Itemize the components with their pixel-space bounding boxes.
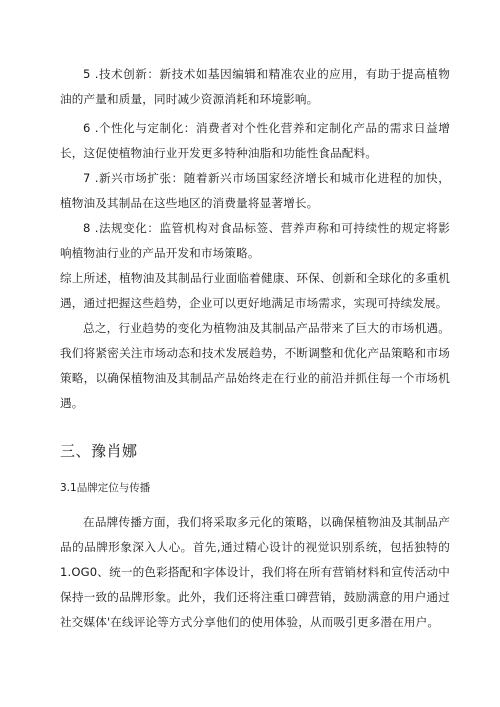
summary-paragraph: 综上所述，植物油及其制品行业面临着健康、环保、创新和全球化的多重机遇，通过把握这些趋势，企业可以更好地满足市场需求，实现可持续发展。 [60,271,450,310]
list-item-5: 5 .技术创新：新技术如基因编辑和精准农业的应用，有助于提高植物油的产量和质量，同时减少资源消耗和环境影响。 [60,67,450,106]
subsection-heading: 3.1品牌定位与传播 [60,482,151,494]
body-paragraph: 在品牌传播方面，我们将采取多元化的策略，以确保植物油及其制品产品的品牌形象深入人心。首先,通过精心设计的视觉识别系统，包括独特的1.OG0、统一的色彩搭配和字体设计，我们将在所有营销材料和宣传活动中保持一致的品牌形象。此外，我们还将注重口碑营销，鼓励满意的用户通过社交媒体'在线评论等方式分享他们的使用体验，从而吸引更多潜在用户。 [60,515,450,629]
section-heading: 三、豫肖娜 [60,442,138,460]
list-item-8: 8 .法规变化：监管机构对食品标签、营养声称和可持续性的规定将影响植物油行业的产品开发和市场策略。 [60,221,450,260]
conclusion-paragraph: 总之，行业趋势的变化为植物油及其制品产品带来了巨大的市场机遇。我们将紧密关注市场动态和技术发展趋势，不断调整和优化产品策略和市场策略，以确保植物油及其制品产品始终走在行业的前沿并抓住每一个市场机遇。 [60,321,450,410]
list-item-7: 7 .新兴市场扩张：随着新兴市场国家经济增长和城市化进程的加快，植物油及其制品在这些地区的消费量将显著增长。 [60,171,450,210]
list-item-6: 6 .个性化与定制化：消费者对个性化营养和定制化产品的需求日益增长，这促使植物油行业开发更多特种油脂和功能性食品配料。 [60,121,450,160]
